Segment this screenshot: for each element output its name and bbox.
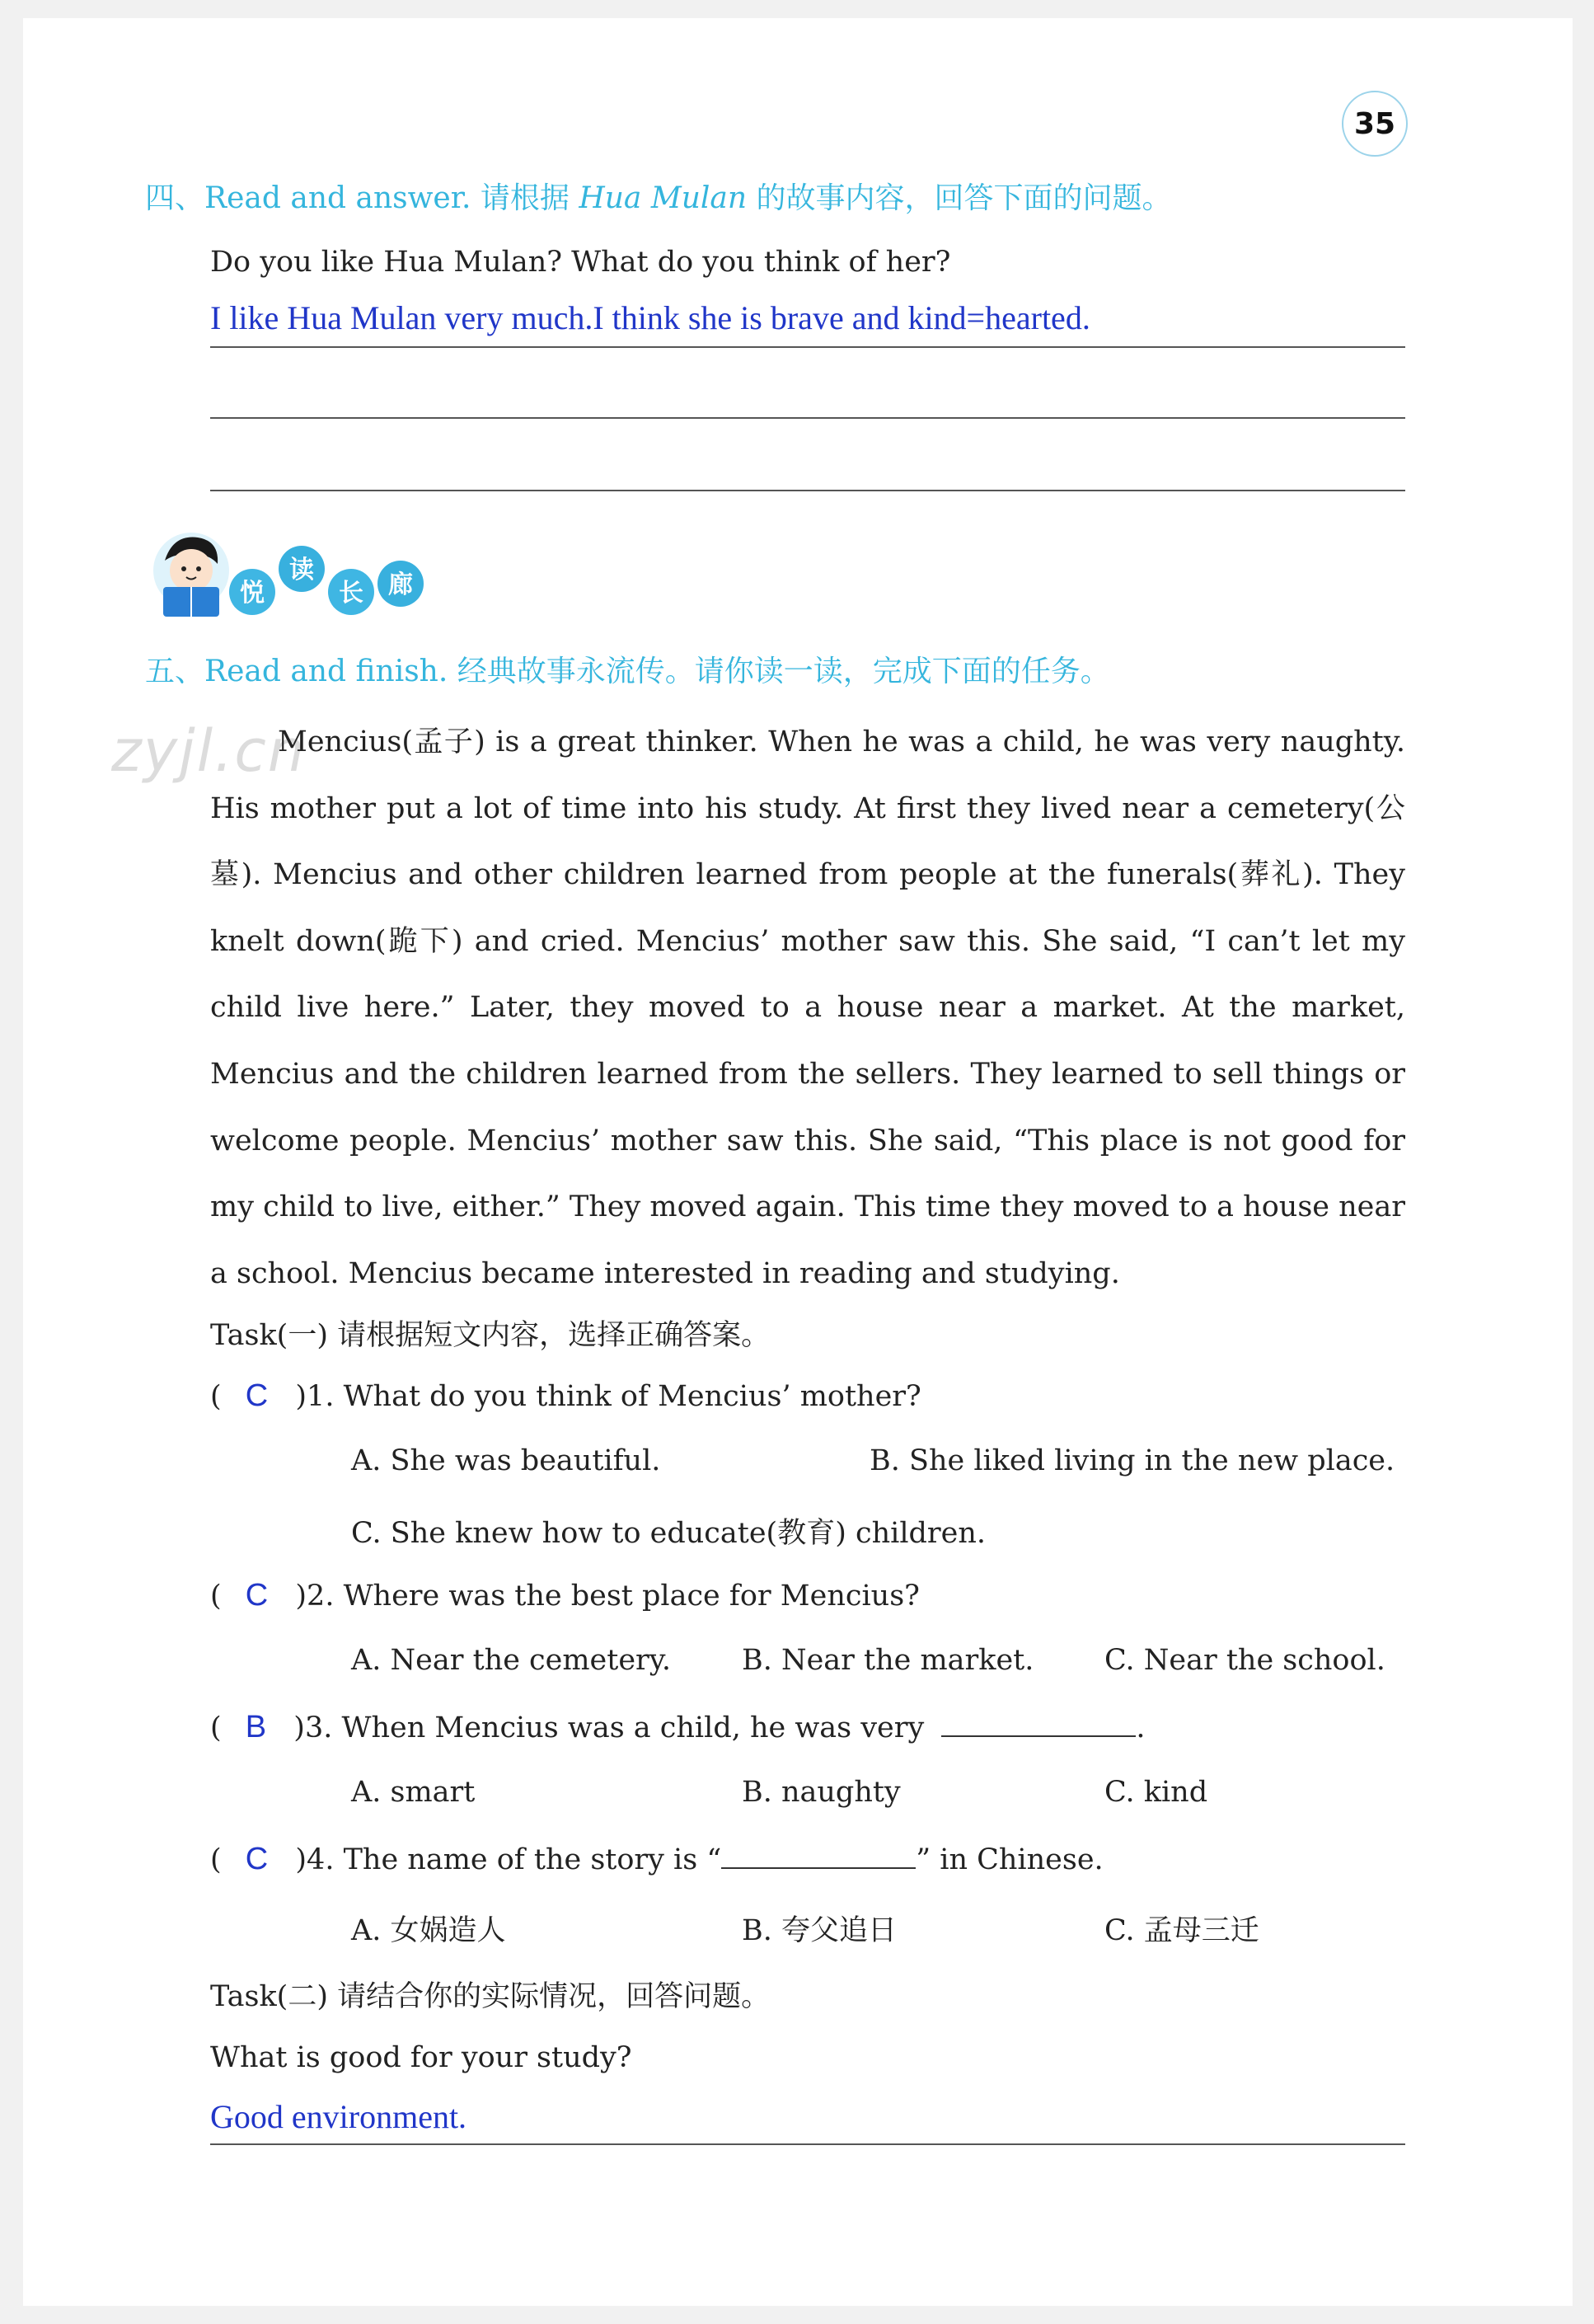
option-c: C. She knew how to educate(教育) children. — [351, 1517, 987, 1550]
answer-line — [210, 417, 1405, 419]
answer-choice: C — [245, 1578, 269, 1613]
logo-char: 廊 — [388, 570, 413, 599]
section4-question: Do you like Hua Mulan? What do you think of her? — [210, 246, 951, 279]
logo-char: 长 — [339, 579, 363, 608]
section4-title-suffix: 的故事内容，回答下面的问题。 — [756, 181, 1172, 215]
answer-line — [210, 490, 1405, 491]
option-a: A. She was beautiful. — [351, 1444, 661, 1477]
question-3: ( B )3. When Mencius was a child, he was very . — [210, 1710, 1146, 1744]
reading-boy-icon — [153, 533, 229, 617]
option-a: A. 女娲造人 — [351, 1914, 506, 1947]
section4-answer: I like Hua Mulan very much.I think she is brave and kind=hearted. — [210, 299, 1090, 336]
reading-corridor-logo — [148, 528, 445, 627]
option-a: A. Near the cemetery. — [351, 1644, 672, 1677]
task2-answer: Good environment. — [210, 2098, 467, 2135]
question-text: )1. What do you think of Mencius’ mother? — [295, 1380, 921, 1413]
task1-title: Task(一) 请根据短文内容，选择正确答案。 — [210, 1319, 771, 1352]
answer-choice: B — [245, 1710, 267, 1744]
option-c: C. 孟母三迁 — [1104, 1914, 1259, 1947]
answer-choice: C — [245, 1842, 269, 1876]
question-text: )3. When Mencius was a child, he was very — [293, 1711, 925, 1744]
option-b: B. naughty — [742, 1776, 901, 1809]
fill-blank — [941, 1711, 1136, 1737]
fill-blank — [721, 1843, 916, 1869]
question-text: )4. The name of the story is “ — [295, 1843, 722, 1876]
page-number: 35 — [1342, 91, 1408, 157]
section4-title — [145, 175, 1172, 217]
task2-question: What is good for your study? — [210, 2041, 632, 2074]
answer-line — [210, 2143, 1405, 2145]
answer-choice: C — [245, 1378, 269, 1413]
task2-title: Task(二) 请结合你的实际情况，回答问题。 — [210, 1980, 771, 2013]
question-4: ( C )4. The name of the story is “ ” in Chinese. — [210, 1842, 1104, 1876]
question-text: )2. Where was the best place for Mencius? — [295, 1580, 920, 1613]
section5-title: 五、Read and finish. 经典故事永流传。请你读一读，完成下面的任务。 — [145, 655, 1110, 688]
option-c: C. Near the school. — [1104, 1644, 1385, 1677]
section4-title-italic: Hua Mulan — [579, 181, 748, 215]
reading-passage — [210, 709, 1405, 1307]
watermark: zyjl.cn — [111, 717, 307, 785]
option-b: B. 夸父追日 — [742, 1914, 897, 1947]
logo-char: 悦 — [240, 579, 265, 608]
option-b: B. Near the market. — [742, 1644, 1034, 1677]
passage-text: Mencius(孟子) is a great thinker. When he was a child, he was very naughty. His mother put a lot of time into his study. At first they lived near a cemetery(公墓). Mencius and other children learned from people at the funerals(葬礼). They knelt down(跪下) and cried. Mencius’ mother saw this. She said, “I can’t let my child live here.” Later, they moved to a house near a market. At the market, Mencius and the children learned from the sellers. They learned to sell things or welcome people. Mencius’ mother saw this. She said, “This place is not good for my child to live, either.” They moved again. This time they moved to a house near a school. Mencius became interested in reading and studying. — [210, 725, 1405, 1290]
option-a: A. smart — [351, 1776, 476, 1809]
question-2: ( C )2. Where was the best place for Mencius? — [210, 1578, 920, 1613]
answer-line — [210, 346, 1405, 348]
logo-char: 读 — [289, 556, 314, 585]
option-c: C. kind — [1104, 1776, 1208, 1809]
option-b: B. She liked living in the new place. — [870, 1444, 1395, 1477]
question-1: ( C )1. What do you think of Mencius’ mother? — [210, 1378, 921, 1413]
section4-title-prefix: 四、Read and answer. 请根据 — [145, 181, 570, 215]
